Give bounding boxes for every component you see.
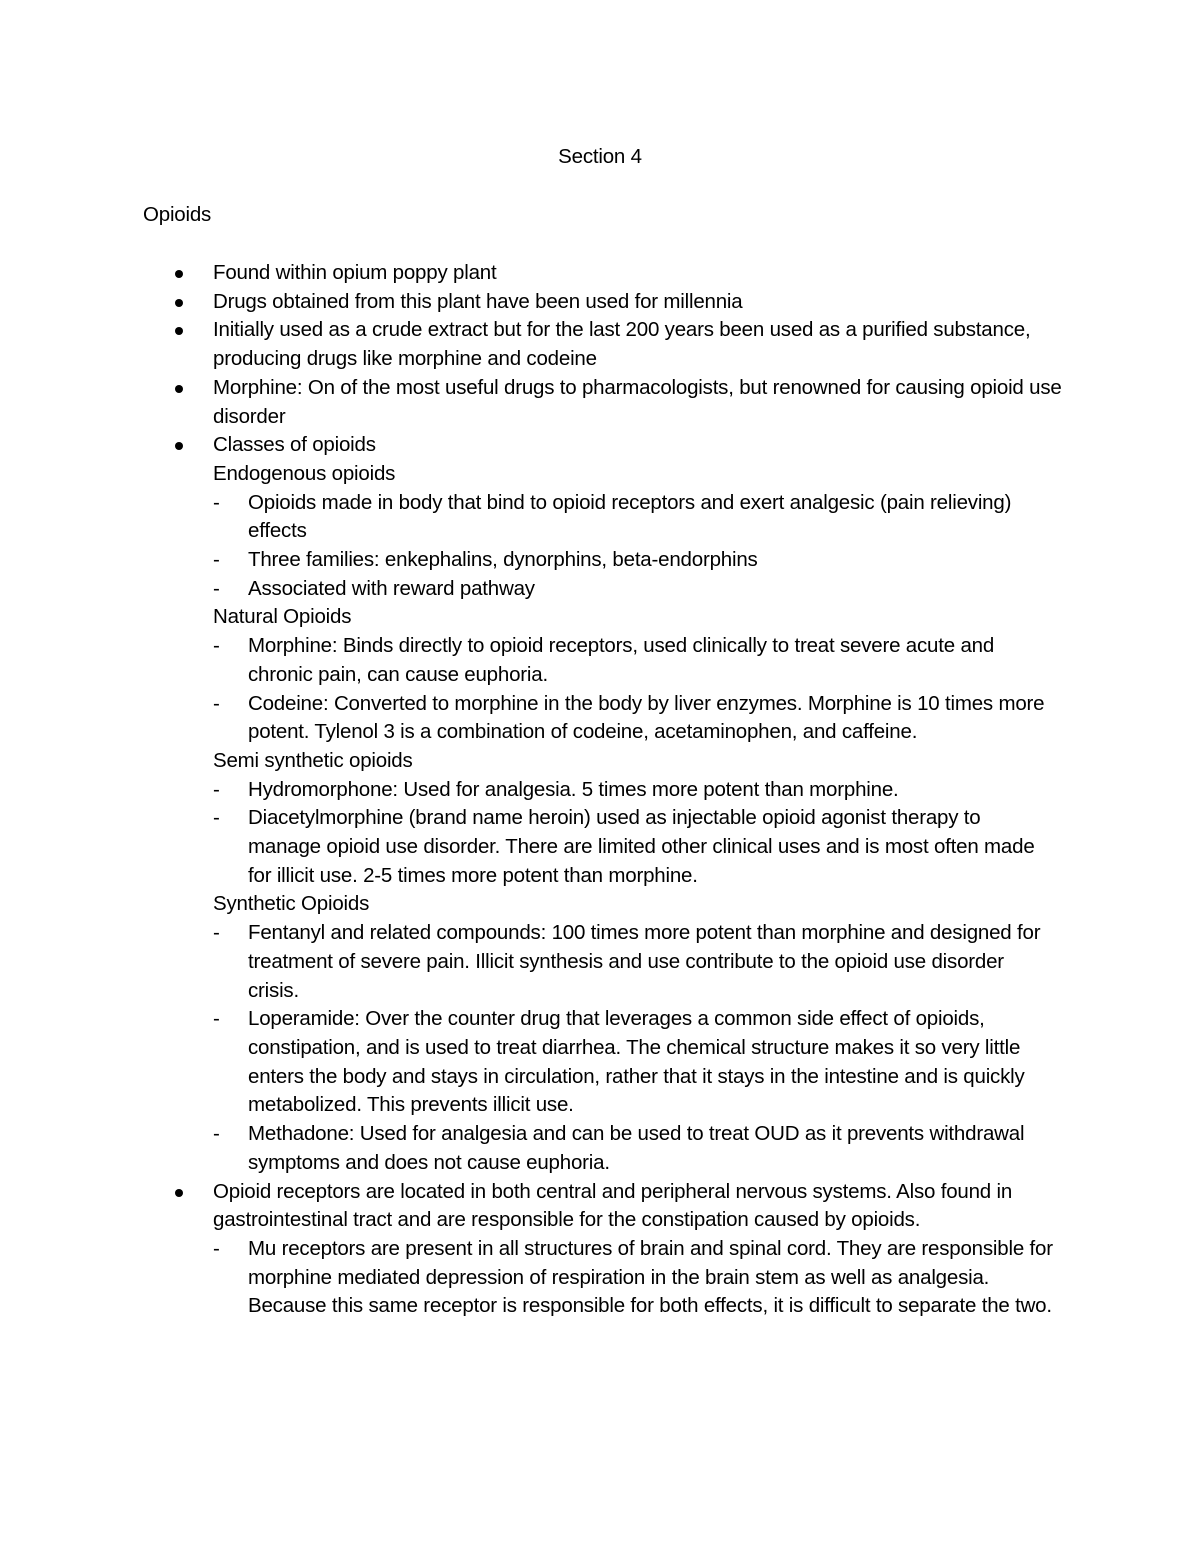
class-heading-natural: Natural Opioids xyxy=(213,605,352,629)
list-item xyxy=(0,316,1063,373)
dash-text: Fentanyl and related compounds: 100 times more potent than morphine and designed for treatment of severe pain. Illicit synthesis and use contribute to the opioid use disorder crisis. xyxy=(248,921,1041,1002)
bullet-text: Classes of opioids xyxy=(213,433,376,457)
list-item xyxy=(0,632,1058,689)
dash-text: Morphine: Binds directly to opioid receptors, used clinically to treat severe acute and chronic pain, can cause euphoria. xyxy=(248,634,995,686)
class-heading-semi-synthetic: Semi synthetic opioids xyxy=(213,748,413,772)
dash-text: Codeine: Converted to morphine in the body by liver enzymes. Morphine is 10 times more potent. Tylenol 3 is a combination of codeine, acetaminophen, and caffeine. xyxy=(248,691,1045,744)
list-item xyxy=(0,690,1058,747)
bullet-icon xyxy=(175,270,183,278)
dash-text: Three families: enkephalins, dynorphins, beta-endorphins xyxy=(248,548,758,572)
dash-icon: - xyxy=(213,1007,220,1031)
list-item xyxy=(0,1005,1058,1120)
list-item xyxy=(0,288,1063,317)
class-heading-endogenous: Endogenous opioids xyxy=(213,461,396,485)
bullet-text: Initially used as a crude extract but for the last 200 years been used as a purified substance, producing drugs like morphine and codeine xyxy=(213,318,1031,371)
bullet-icon xyxy=(175,442,183,450)
dash-icon: - xyxy=(213,548,220,572)
dash-text: Diacetylmorphine (brand name heroin) used as injectable opioid agonist therapy to manage opioid use disorder. There are limited other clinical uses and is most often made for illicit use. 2-5 times more potent than morphine. xyxy=(248,806,1035,887)
list-item xyxy=(0,431,1063,460)
dash-text: Associated with reward pathway xyxy=(248,576,535,600)
dash-icon: - xyxy=(213,1122,220,1146)
dash-text: Hydromorphone: Used for analgesia. 5 times more potent than morphine. xyxy=(248,777,899,801)
bullet-text: Opioid receptors are located in both central and peripheral nervous systems. Also found in gastrointestinal tract and are responsible for the constipation caused by opioids. xyxy=(213,1179,1013,1232)
list-item xyxy=(0,489,1058,546)
list-item xyxy=(0,546,1058,575)
dash-text: Methadone: Used for analgesia and can be used to treat OUD as it prevents withdrawal symptoms and does not cause euphoria. xyxy=(248,1122,1025,1174)
list-item xyxy=(0,919,1058,1005)
list-item xyxy=(0,259,1063,288)
bullet-text: Found within opium poppy plant xyxy=(213,261,497,284)
dash-text: Opioids made in body that bind to opioid receptors and exert analgesic (pain relieving) effects xyxy=(248,490,1012,543)
dash-icon: - xyxy=(213,576,220,600)
bullet-text: Drugs obtained from this plant have been used for millennia xyxy=(213,289,743,313)
dash-icon: - xyxy=(213,921,220,945)
list-item xyxy=(0,374,1063,431)
section-heading: Opioids xyxy=(143,203,212,226)
dash-icon: - xyxy=(213,691,220,715)
list-item xyxy=(0,1120,1058,1177)
list-item xyxy=(0,804,1058,890)
list-item xyxy=(0,776,1058,805)
dash-text: Loperamide: Over the counter drug that leverages a common side effect of opioids, constipation, and is used to treat diarrhea. The chemical structure makes it so very little enters the body and stays in circulation, rather that it stays in the intestine and is quickly metabolized. This prevents illicit use. xyxy=(248,1007,1025,1117)
page-title: Section 4 xyxy=(558,145,642,168)
list-item xyxy=(0,1178,1063,1235)
bullet-icon xyxy=(175,299,183,307)
bullet-icon xyxy=(175,327,183,335)
class-heading-synthetic: Synthetic Opioids xyxy=(213,892,370,916)
dash-icon: - xyxy=(213,777,220,801)
list-item xyxy=(0,575,1058,604)
dash-text: Mu receptors are present in all structures of brain and spinal cord. They are responsible for morphine mediated depression of respiration in the brain stem as well as analgesia. Because this same receptor is responsible for both effects, it is difficult to separate the two. xyxy=(248,1236,1053,1318)
dash-icon: - xyxy=(213,806,220,830)
notes-body xyxy=(0,259,1200,1321)
dash-icon: - xyxy=(213,634,220,658)
bullet-icon xyxy=(175,1189,183,1197)
list-item xyxy=(0,1235,1058,1321)
dash-icon: - xyxy=(213,490,220,514)
bullet-text: Morphine: On of the most useful drugs to pharmacologists, but renowned for causing opioid use disorder xyxy=(213,375,1062,428)
bullet-icon xyxy=(175,385,183,393)
dash-icon: - xyxy=(213,1236,220,1260)
